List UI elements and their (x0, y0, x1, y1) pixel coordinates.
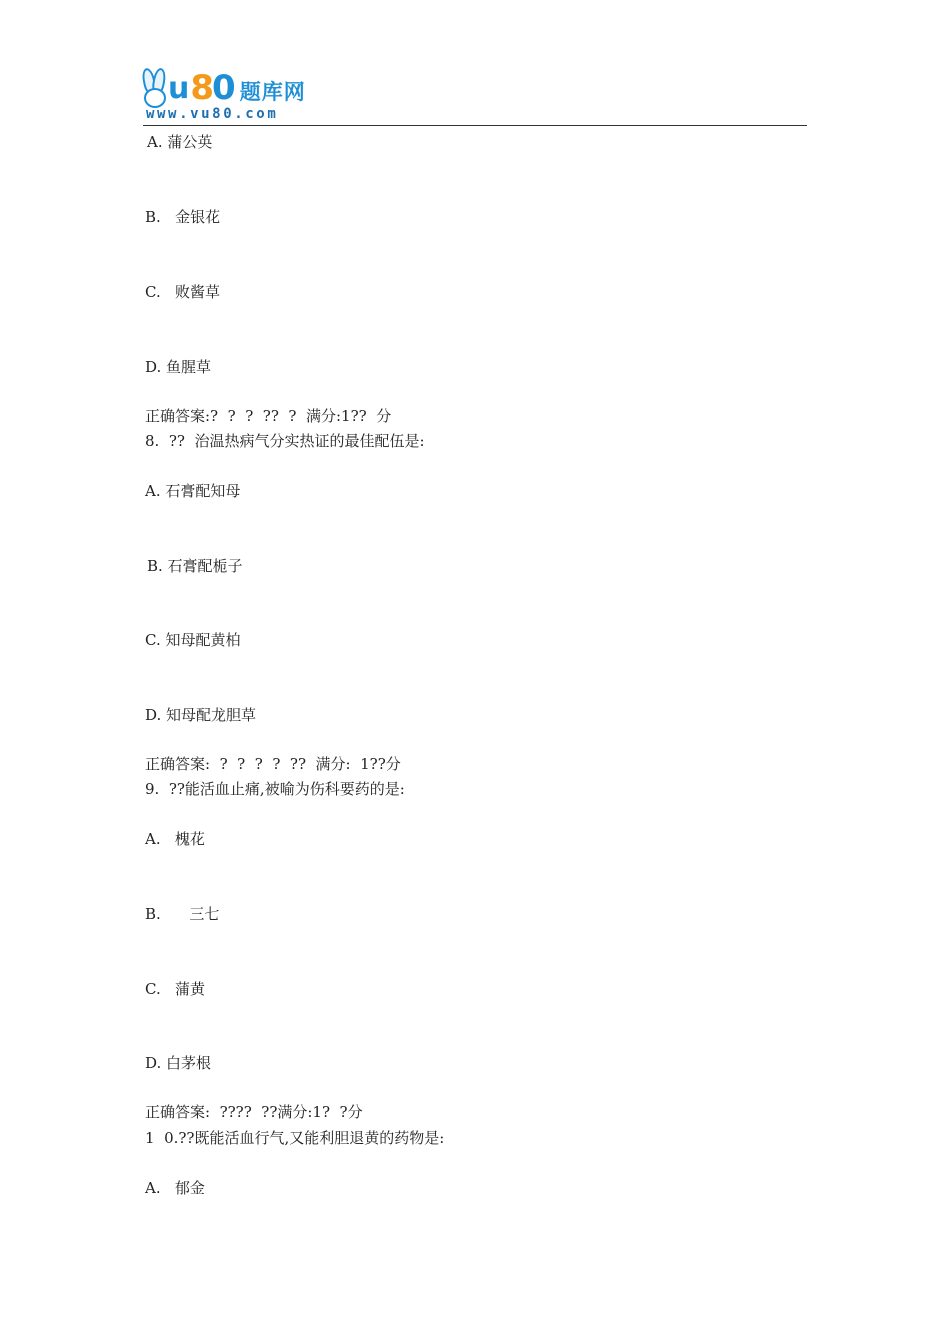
logo-mark (142, 66, 306, 106)
option-c-q8: C. 知母配黄柏 (145, 631, 241, 649)
option-d-q9: D. 白茅根 (145, 1054, 212, 1072)
option-a-q7: A. 蒲公英 (147, 133, 213, 151)
question-9: 9. ??能活血止痛,被喻为伤科要药的是: (145, 780, 405, 798)
logo-chinese-name: 题库网 (239, 80, 306, 104)
question-10: 1 0.??既能活血行气,又能利胆退黄的药物是: (145, 1129, 445, 1147)
question-8: 8. ?? 治温热病气分实热证的最佳配伍是: (145, 432, 425, 450)
header-divider (143, 125, 807, 126)
logo-url: www.vu80.com (146, 106, 279, 122)
option-d-q8: D. 知母配龙胆草 (145, 706, 257, 724)
option-d-q7: D. 鱼腥草 (145, 358, 212, 376)
option-c-q7: C. 败酱草 (145, 283, 221, 301)
answer-line-q7: 正确答案:? ? ? ?? ? 满分:1?? 分 (145, 407, 392, 425)
site-logo[interactable] (142, 66, 342, 124)
logo-letter-u: u (168, 71, 190, 106)
option-a-q10: A. 郁金 (145, 1179, 205, 1197)
option-a-q9: A. 槐花 (145, 830, 205, 848)
option-c-q9: C. 蒲黄 (145, 980, 206, 998)
option-b-q7: B. 金银花 (145, 208, 221, 226)
logo-letter-0: 0 (212, 68, 236, 108)
answer-line-q8: 正确答案: ? ? ? ? ?? 满分: 1??分 (145, 755, 401, 773)
answer-line-q9: 正确答案: ???? ??满分:1? ?分 (145, 1103, 363, 1121)
bunny-icon (142, 68, 166, 106)
option-a-q8: A. 石膏配知母 (145, 482, 241, 500)
option-b-q9: B. 三七 (145, 905, 220, 923)
option-b-q8: B. 石膏配栀子 (147, 557, 243, 575)
logo-letter-8: 8 (190, 68, 215, 108)
